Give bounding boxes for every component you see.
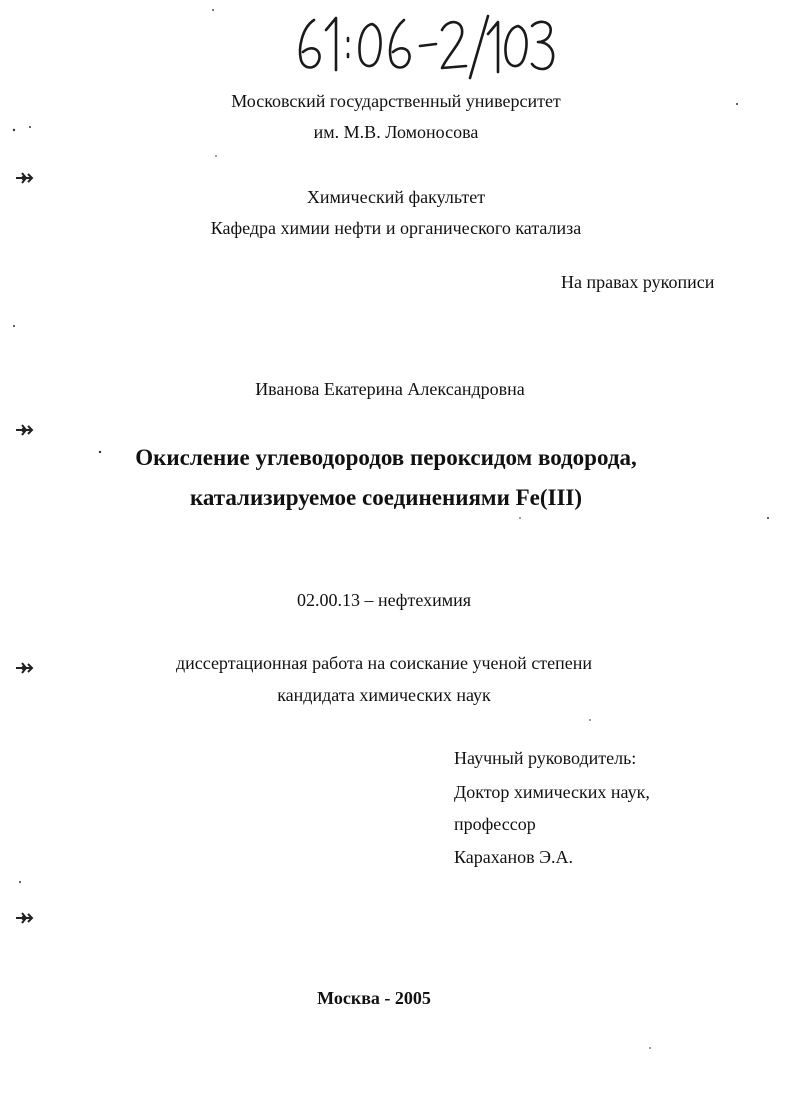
scan-speck bbox=[735, 102, 739, 106]
supervisor-degree: Доктор химических наук, bbox=[454, 782, 650, 802]
supervisor-name: Караханов Э.А. bbox=[454, 847, 574, 867]
specialty-code: 02.00.13 – нефтехимия bbox=[296, 590, 472, 610]
scan-speck bbox=[18, 880, 22, 884]
scan-speck bbox=[518, 516, 522, 520]
dissertation-title-line-2: катализируемое соединениями Fe(III) bbox=[189, 485, 583, 510]
department-name: Кафедра химии нефти и органического катализа bbox=[210, 218, 582, 238]
scan-speck bbox=[588, 718, 592, 722]
scan-speck bbox=[214, 154, 218, 158]
university-name: Московский государственный университет bbox=[231, 91, 561, 111]
binding-mark-icon bbox=[14, 908, 36, 926]
scan-speck bbox=[12, 324, 16, 328]
scan-speck bbox=[648, 1046, 652, 1050]
binding-mark-icon bbox=[14, 660, 36, 676]
supervisor-label: Научный руководитель: bbox=[454, 748, 637, 768]
author-name: Иванова Екатерина Александровна bbox=[255, 379, 525, 399]
manuscript-rights: На правах рукописи bbox=[561, 272, 715, 292]
university-named-after: им. М.В. Ломоносова bbox=[313, 122, 479, 142]
city-year: Москва - 2005 bbox=[317, 988, 431, 1008]
degree-line-1: диссертационная работа на соискание ученой степени bbox=[175, 653, 593, 673]
binding-mark-icon bbox=[14, 420, 36, 438]
supervisor-rank: профессор bbox=[454, 814, 536, 834]
scan-speck bbox=[211, 8, 215, 12]
scan-speck bbox=[28, 125, 32, 129]
scan-speck bbox=[766, 516, 770, 520]
scan-speck bbox=[12, 128, 16, 132]
handwritten-archive-number bbox=[292, 8, 562, 84]
degree-line-2: кандидата химических наук bbox=[277, 685, 491, 705]
binding-mark-icon bbox=[14, 170, 36, 186]
scan-speck bbox=[98, 450, 102, 454]
faculty-name: Химический факультет bbox=[306, 187, 486, 207]
dissertation-title-line-1: Окисление углеводородов пероксидом водорода, bbox=[135, 445, 637, 470]
